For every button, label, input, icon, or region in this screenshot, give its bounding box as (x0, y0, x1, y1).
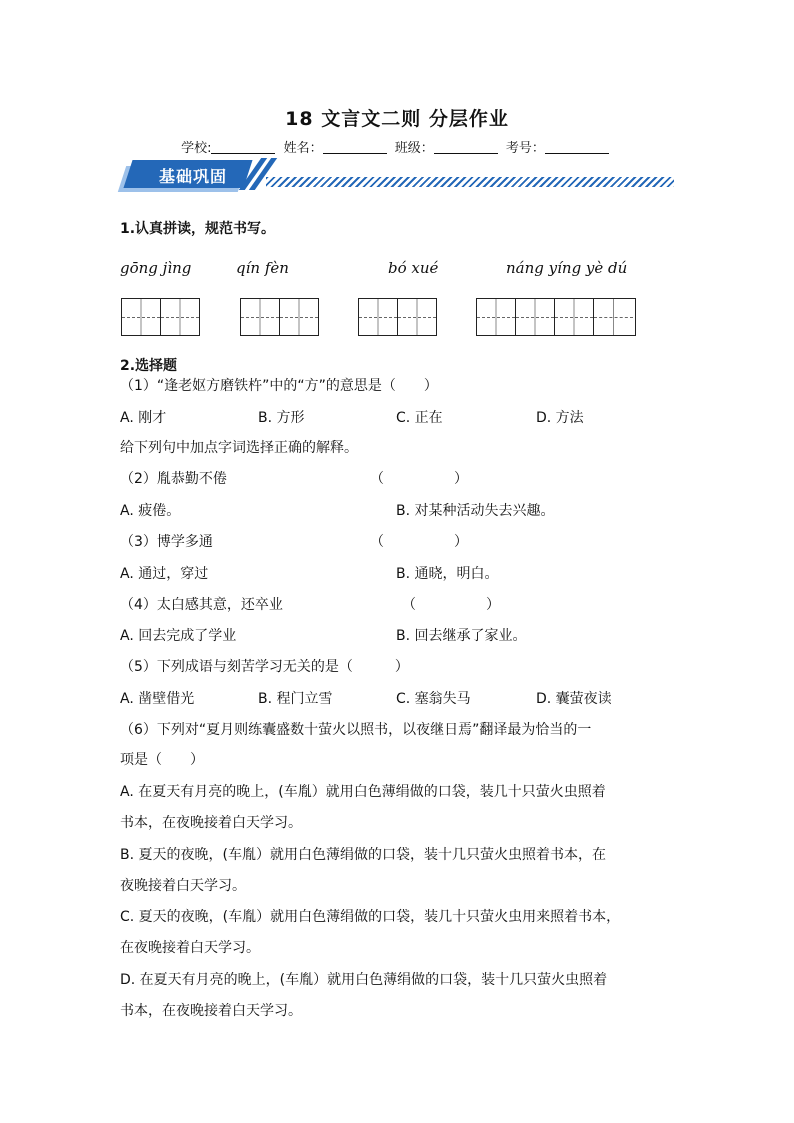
grid-cell[interactable] (122, 299, 161, 335)
sub-question-3: （3）博学多通 (120, 534, 213, 550)
option-b[interactable]: B. 对某种活动失去兴趣。 (396, 503, 555, 519)
exam-no-blank[interactable] (545, 140, 609, 154)
grid-cell[interactable] (280, 299, 319, 335)
class-label: 班级： (394, 141, 434, 156)
page-title: 18 文言文二则 分层作业 (285, 108, 509, 130)
grid-cell[interactable] (594, 299, 633, 335)
banner-stripes (266, 177, 674, 187)
option-d-line-2[interactable]: 书本，在夜晚接着白天学习。 (120, 1003, 302, 1019)
grid-cell[interactable] (555, 299, 594, 335)
grid-cell[interactable] (359, 299, 398, 335)
option-b[interactable]: B. 程门立雪 (258, 691, 333, 707)
banner-label: 基础巩固 (158, 167, 227, 186)
option-a-line-2[interactable]: 书本，在夜晚接着白天学习。 (120, 815, 302, 831)
option-d[interactable]: D. 囊萤夜读 (536, 691, 612, 707)
option-a-line-1[interactable]: A. 在夏天有月亮的晚上，(车胤）就用白色薄绢做的口袋，装几十只萤火虫照着 (120, 784, 606, 800)
grid-cell[interactable] (161, 299, 200, 335)
grid-cell[interactable] (516, 299, 555, 335)
answer-paren-4[interactable]: （ ） (402, 597, 500, 613)
pinyin-1: gōng jìng (120, 259, 192, 277)
question-1-heading: 1.认真拼读，规范书写。 (120, 221, 276, 237)
pinyin-4: náng yíng yè dú (506, 259, 628, 277)
sub-question-6-line-1: （6）下列对“夏月则练囊盛数十萤火以照书，以夜继日焉”翻译最为恰当的一 (120, 722, 592, 738)
option-b-line-1[interactable]: B. 夏天的夜晚，(车胤）就用白色薄绢做的口袋，装十几只萤火虫照着书本，在 (120, 847, 606, 863)
option-c-line-1[interactable]: C. 夏天的夜晚，(车胤）就用白色薄绢做的口袋，装几十只萤火虫用来照着书本， (120, 909, 621, 925)
option-c[interactable]: C. 塞翁失马 (396, 691, 471, 707)
sub-question-6-line-2: 项是（ ） (120, 752, 204, 768)
option-b[interactable]: B. 方形 (258, 410, 305, 426)
grid-cell[interactable] (241, 299, 280, 335)
answer-paren-2[interactable]: （ ） (370, 471, 468, 487)
school-label: 学校: (181, 141, 212, 156)
option-b-line-2[interactable]: 夜晚接着白天学习。 (120, 878, 246, 894)
instruction-text: 给下列句中加点字词选择正确的解释。 (120, 440, 358, 456)
option-b[interactable]: B. 通晓，明白。 (396, 566, 499, 582)
pinyin-3: bó xué (388, 259, 439, 277)
writing-grid-2[interactable] (240, 298, 319, 336)
option-a[interactable]: A. 通过，穿过 (120, 566, 209, 582)
name-blank[interactable] (323, 140, 387, 154)
writing-grid-4[interactable] (476, 298, 636, 336)
grid-cell[interactable] (477, 299, 516, 335)
section-banner (118, 158, 678, 194)
pinyin-2: qín fèn (236, 259, 289, 277)
sub-question-4: （4）太白感其意，还卒业 (120, 597, 283, 613)
class-blank[interactable] (434, 140, 498, 154)
option-d-line-1[interactable]: D. 在夏天有月亮的晚上，(车胤）就用白色薄绢做的口袋，装十几只萤火虫照着 (120, 972, 608, 988)
option-a[interactable]: A. 疲倦。 (120, 503, 181, 519)
sub-question-2: （2）胤恭勤不倦 (120, 471, 227, 487)
grid-cell[interactable] (398, 299, 437, 335)
exam-no-label: 考号： (505, 141, 545, 156)
school-blank[interactable] (211, 140, 275, 154)
sub-question-1: （1）“逢老妪方磨铁杵”中的“方”的意思是（ ） (120, 378, 438, 394)
question-2-heading: 2.选择题 (120, 358, 178, 374)
name-label: 姓名： (283, 141, 323, 156)
option-c[interactable]: C. 正在 (396, 410, 443, 426)
option-b[interactable]: B. 回去继承了家业。 (396, 628, 527, 644)
student-info-line (0, 137, 794, 156)
option-a[interactable]: A. 刚才 (120, 410, 167, 426)
option-c-line-2[interactable]: 在夜晚接着白天学习。 (120, 940, 260, 956)
sub-question-5: （5）下列成语与刻苦学习无关的是（ ） (120, 659, 409, 675)
answer-paren-3[interactable]: （ ） (370, 534, 468, 550)
option-a[interactable]: A. 凿壁借光 (120, 691, 195, 707)
option-d[interactable]: D. 方法 (536, 410, 584, 426)
option-a[interactable]: A. 回去完成了学业 (120, 628, 237, 644)
writing-grid-3[interactable] (358, 298, 437, 336)
writing-grid-1[interactable] (121, 298, 200, 336)
